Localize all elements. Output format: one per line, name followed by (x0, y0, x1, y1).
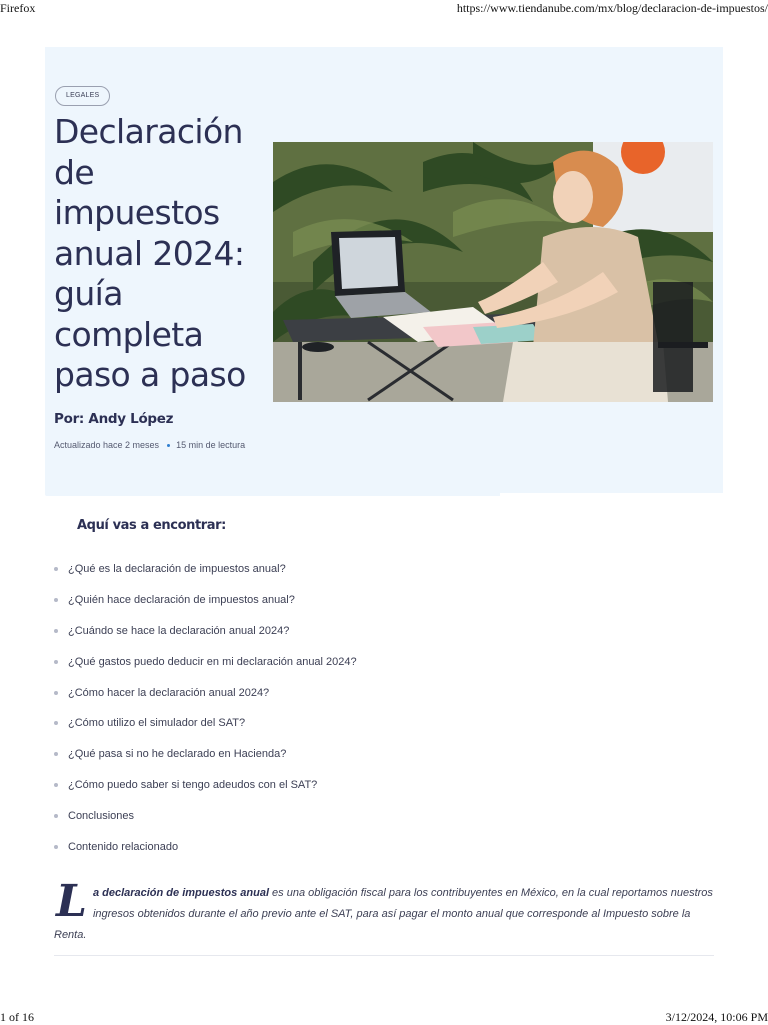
toc-item[interactable] (54, 708, 357, 739)
toc-item[interactable] (54, 739, 357, 770)
table-of-contents (54, 554, 357, 862)
toc-item[interactable] (54, 800, 357, 831)
toc-link[interactable]: ¿Qué gastos puedo deducir en mi declaración anual 2024? (68, 655, 357, 668)
updated-label: Actualizado hace 2 meses (54, 440, 160, 450)
toc-item[interactable] (54, 616, 357, 647)
bullet-icon (54, 752, 58, 756)
toc-item[interactable] (54, 677, 357, 708)
toc-link[interactable]: ¿Qué es la declaración de impuestos anual? (68, 563, 286, 576)
bullet-icon (54, 814, 58, 818)
intro-paragraph (54, 876, 714, 946)
page-url: https://www.tiendanube.com/mx/blog/declaracion-de-impuestos/ (456, 1, 768, 15)
bullet-icon (54, 845, 58, 849)
drop-cap: L (56, 876, 87, 927)
article-meta (54, 440, 245, 450)
browser-name: Firefox (0, 1, 36, 15)
article-title: Declaración de impuestos anual 2024: guía completa paso a paso (54, 112, 246, 394)
section-divider (54, 955, 714, 956)
toc-item[interactable] (54, 554, 357, 585)
bullet-icon (54, 691, 58, 695)
bullet-icon (54, 598, 58, 602)
hero-photo (273, 142, 713, 402)
hero-photo-illustration (273, 142, 713, 402)
print-footer (0, 1010, 768, 1024)
category-tag[interactable]: LEGALES (55, 86, 110, 106)
toc-link[interactable]: ¿Cuándo se hace la declaración anual 2024? (68, 624, 290, 637)
bullet-icon (54, 567, 58, 571)
toc-link[interactable]: Contenido relacionado (68, 840, 179, 853)
article-author[interactable]: Por: Andy López (54, 411, 174, 427)
toc-link[interactable]: ¿Qué pasa si no he declarado en Hacienda? (68, 748, 287, 761)
bullet-icon (54, 721, 58, 725)
page-counter: 1 of 16 (0, 1010, 34, 1024)
toc-title: Aquí vas a encontrar: (77, 518, 226, 533)
toc-item[interactable] (54, 831, 357, 862)
toc-link[interactable]: ¿Cómo puedo saber si tengo adeudos con el SAT? (68, 778, 318, 791)
toc-link[interactable]: ¿Cómo hacer la declaración anual 2024? (68, 686, 270, 699)
meta-separator-dot (167, 444, 170, 447)
toc-item[interactable] (54, 770, 357, 801)
intro-lead: a declaración de impuestos anual (92, 887, 269, 899)
print-datetime: 3/12/2024, 10:06 PM (665, 1010, 768, 1024)
toc-item[interactable] (54, 646, 357, 677)
intro-body: es una obligación fiscal para los contribuyentes en México, en la cual reportamos nuestros ingresos obtenidos durante el año previo ante el SAT, para así pagar el monto anual que corresponde al Impuesto sobre la Renta. (54, 887, 713, 941)
bullet-icon (54, 629, 58, 633)
read-time-label: 15 min de lectura (176, 440, 246, 450)
toc-link[interactable]: Conclusiones (68, 809, 135, 822)
bullet-icon (54, 783, 58, 787)
print-header (0, 0, 768, 16)
hero-edge (45, 478, 500, 496)
toc-link[interactable]: ¿Cómo utilizo el simulador del SAT? (68, 717, 246, 730)
toc-link[interactable]: ¿Quién hace declaración de impuestos anual? (68, 594, 295, 607)
bullet-icon (54, 660, 58, 664)
toc-item[interactable] (54, 585, 357, 616)
